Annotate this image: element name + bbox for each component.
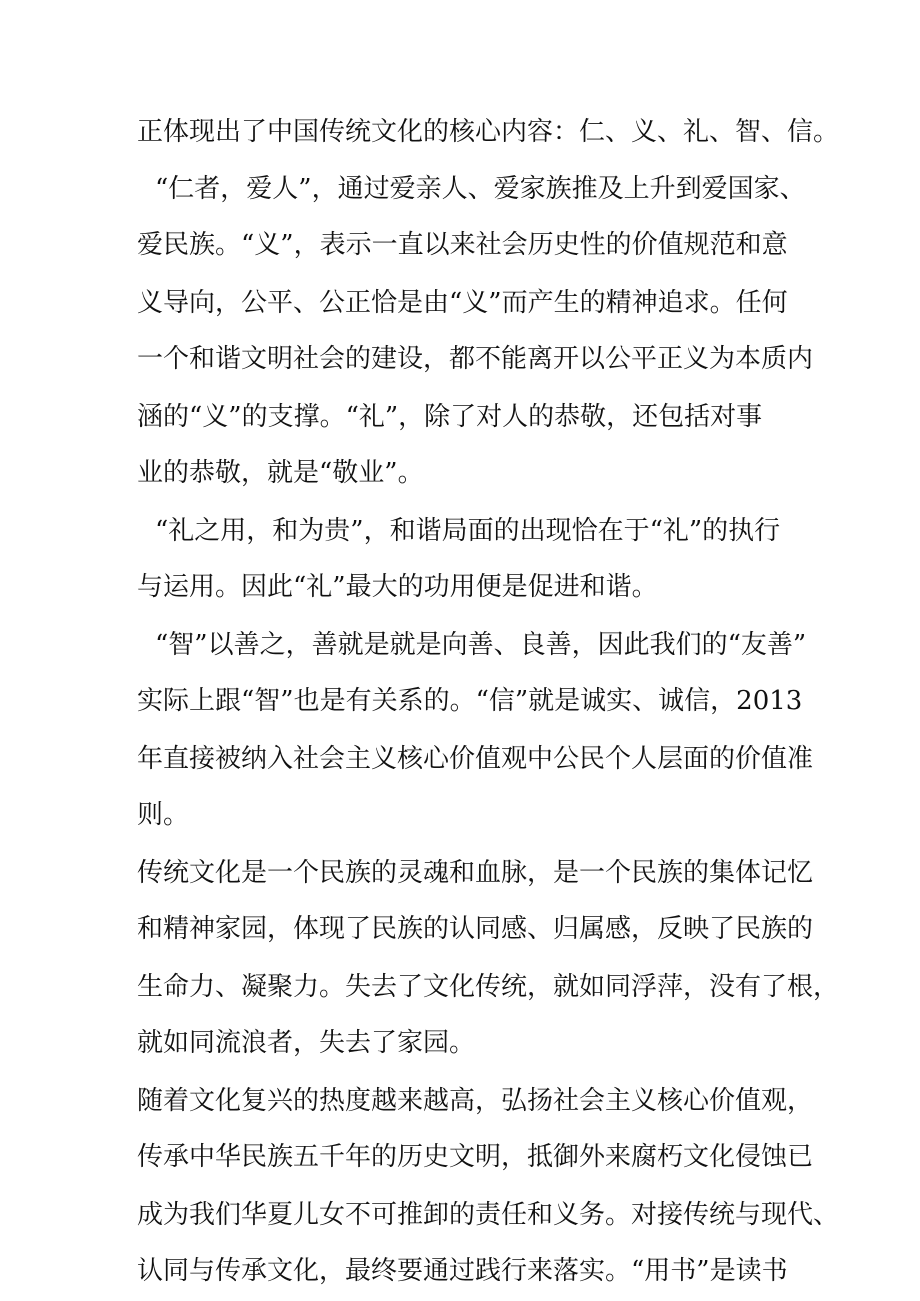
text-line: 一个和谐文明社会的建设，都不能离开以公平正义为本质内 <box>137 344 814 374</box>
text-line: “礼之用，和为贵”，和谐局面的出现恰在于“礼”的执行 <box>155 516 781 546</box>
text-line: 年直接被纳入社会主义核心价值观中公民个人层面的价值准 <box>137 744 814 774</box>
text-line: 正体现出了中国传统文化的核心内容：仁、义、礼、智、信。 <box>137 117 840 147</box>
text-line: 则。 <box>137 800 190 830</box>
text-line: 随着文化复兴的热度越来越高，弘扬社会主义核心价值观， <box>137 1086 814 1116</box>
text-line: 传统文化是一个民族的灵魂和血脉，是一个民族的集体记忆 <box>137 858 814 888</box>
text-line: “智”以善之，善就是就是向善、良善，因此我们的“友善” <box>155 630 807 660</box>
text-line: 涵的“义”的支撑。“礼”，除了对人的恭敬，还包括对事 <box>137 402 763 432</box>
text-line: “仁者，爱人”，通过爱亲人、爱家族推及上升到爱国家、 <box>155 174 806 204</box>
text-line: 和精神家园，体现了民族的认同感、归属感，反映了民族的 <box>137 914 814 944</box>
text-line: 业的恭敬，就是“敬业”。 <box>137 458 424 488</box>
text-line: 就如同流浪者，失去了家园。 <box>137 1028 476 1058</box>
text-line: 认同与传承文化，最终要通过践行来落实。“用书”是读书 <box>137 1256 788 1286</box>
text-line: 生命力、凝聚力。失去了文化传统，就如同浮萍，没有了根， <box>137 972 840 1002</box>
text-line: 义导向，公平、公正恰是由“义”而产生的精神追求。任何 <box>137 288 788 318</box>
text-line: 爱民族。“义”，表示一直以来社会历史性的价值规范和意 <box>137 230 788 260</box>
text-line: 成为我们华夏儿女不可推卸的责任和义务。对接传统与现代、 <box>137 1200 840 1230</box>
text-line: 实际上跟“智”也是有关系的。“信”就是诚实、诚信，2013 <box>137 686 803 716</box>
text-line: 传承中华民族五千年的历史文明，抵御外来腐朽文化侵蚀已 <box>137 1142 814 1172</box>
text-line: 与运用。因此“礼”最大的功用便是促进和谐。 <box>137 572 658 602</box>
